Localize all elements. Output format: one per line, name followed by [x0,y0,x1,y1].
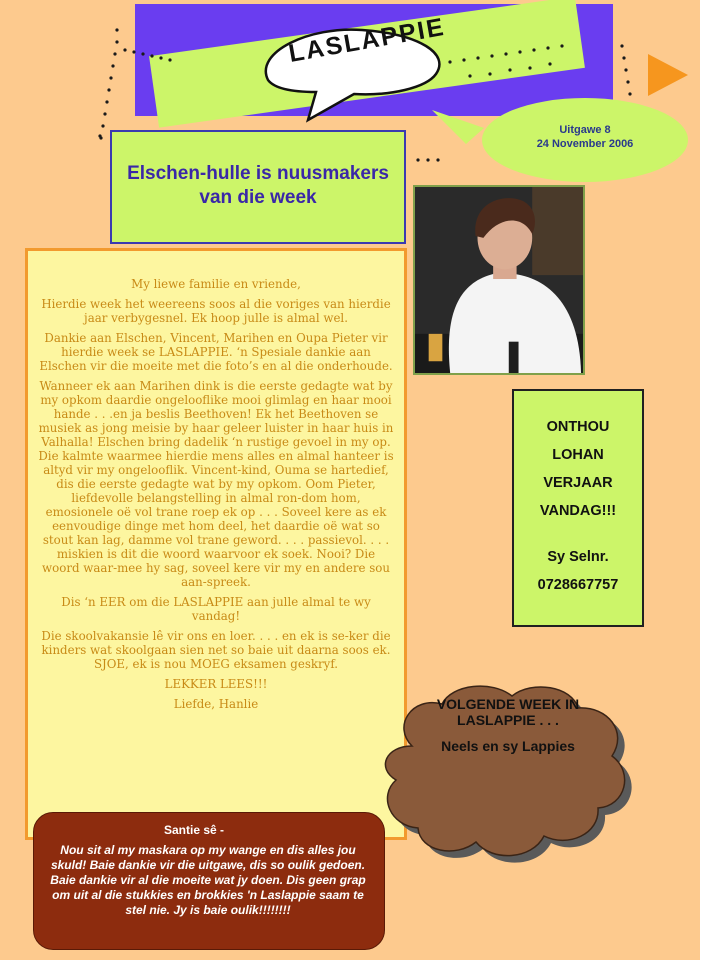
santie-title: Santie sê - [164,823,225,837]
next-week-subject: Neels en sy Lappies [441,738,575,754]
letter-paragraph: Wanneer ek aan Marihen dink is die eerste gedagte wat by my opkom daardie ongelooflike mooi glimlag en haar mooi hande . . .en ja beslis Beethoven! Ek het Beethoven se musiek as jong meisie by haar geleer luister in haar huis in Valhalla! Elschen bring dadelik ‘n rustige gevoel in my op. Die kalmte waarmee hierdie mens alles en almal hanteer is altyd vir my ongelooflik. Vincent-kind, Ouma se hartedief, dis die eerste gedagte wat by my opkom. Oom Pieter, liefdevolle belangstelling in almal ron-dom hom, emosionele oë vol trane roep ek op . . . Soveel kere as ek eenvoudige dinge met hom deel, het daardie oë wat so stout kan lag, damme vol trane geword. . . . passievol. . . . miskien is dit die woord waarvoor ek soek. Nooi? Die woord waar-mee hy sag, soveel kere vir my en andere sou aan-spreek. [38,379,394,589]
person-photo-icon [415,187,583,373]
next-week-text [410,696,606,755]
santie-comment-box [33,812,385,950]
letter-paragraph: Hierdie week het weereens soos al die voriges van hierdie jaar verbygesnel. Ek hoop julle is almal wel. [41,297,391,325]
issue-date: 24 November 2006 [536,138,634,150]
triangle-arrow-icon [648,54,688,96]
reminder-phone: 0728667757 [537,577,619,593]
letter-paragraph: Dis ‘n EER om die LASLAPPIE aan julle almal te wy vandag! [61,595,371,623]
issue-number: Uitgawe 8 [559,124,611,136]
headline-box [110,130,406,244]
santie-comment: Nou sit al my maskara op my wange en dis alles jou skuld! Baie dankie vir die uitgawe, dis so oulik gedoen. Baie dankie vir al die moeite wat jy doen. Dis geen grap om uit al die stukkies en brokkies 'n Laslappie saam te stel nie. Jy is baie oulik!!!!!!!! [50,843,366,917]
reminder-contact-label: Sy Selnr. [547,549,609,565]
letter-greeting: My liewe familie en vriende, [131,277,301,291]
page-margin [700,0,720,960]
letter-paragraph: Dankie aan Elschen, Vincent, Marihen en Oupa Pieter vir hierdie week se LASLAPPIE. ‘n Spesiale dankie aan Elschen vir die moeite met die foto’s en al die onderhoude. [39,331,393,373]
letter-closing: LEKKER LEES!!! [164,677,268,691]
birthday-reminder [512,389,644,627]
photo [413,185,585,375]
letter-box [25,248,407,840]
letter-signature: Liefde, Hanlie [173,697,259,711]
reminder-line: LOHAN [552,447,604,463]
reminder-line: ONTHOU [546,419,610,435]
next-week-heading: VOLGENDE WEEK IN LASLAPPIE . . . [436,696,580,728]
newsletter-title: LASLAPPIE [286,12,448,68]
letter-body [38,277,394,717]
issue-bubble-tail [420,110,480,150]
headline: Elschen-hulle is nuusmakers van die week [127,163,389,208]
reminder-line: VERJAAR [543,475,613,491]
letter-paragraph: Die skoolvakansie lê vir ons en loer. . . . en ek is se-ker die kinders wat skoolgaan sien net so baie uit daarna soos ek. SJOE, ek is nou MOEG eksamen geskryf. [41,629,391,671]
reminder-line: VANDAG!!! [539,503,617,519]
